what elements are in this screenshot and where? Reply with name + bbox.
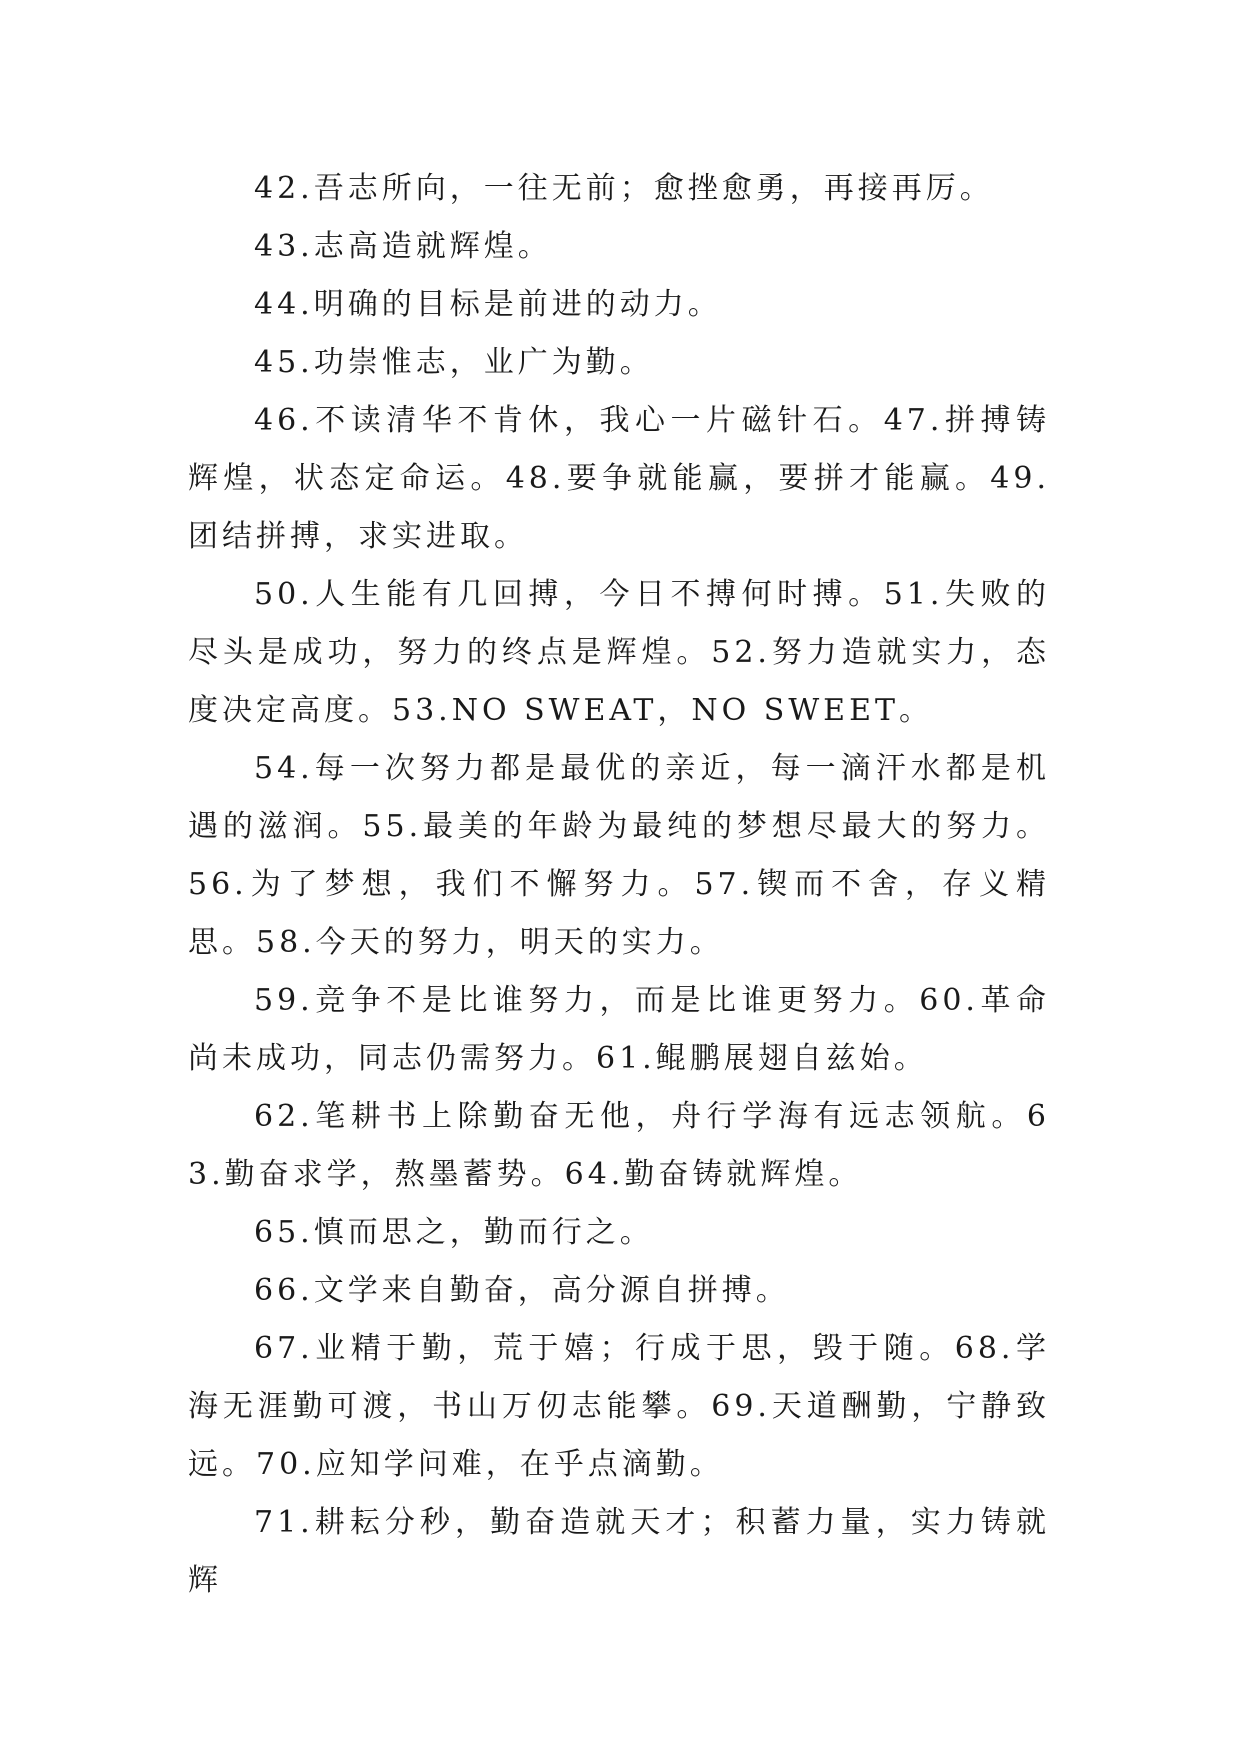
paragraph-42: 42.吾志所向，一往无前；愈挫愈勇，再接再厉。 — [254, 171, 994, 206]
paragraph-59-61: 59.竞争不是比谁努力，而是比谁更努力。60.革命尚未成功，同志仍需努力。61.鲲鹏展翅自兹始。 — [188, 983, 1050, 1076]
paragraph-67-70: 67.业精于勤，荒于嬉；行成于思，毁于随。68.学海无涯勤可渡，书山万仞志能攀。69.天道酬勤，宁静致远。70.应知学问难，在乎点滴勤。 — [188, 1331, 1050, 1482]
paragraph-54-58: 54.每一次努力都是最优的亲近，每一滴汗水都是机遇的滋润。55.最美的年龄为最纯的梦想尽最大的努力。56.为了梦想，我们不懈努力。57.锲而不舍，存义精思。58.今天的努力，明天的实力。 — [188, 751, 1050, 960]
paragraph-66: 66.文学来自勤奋，高分源自拼搏。 — [254, 1273, 790, 1308]
paragraph-65: 65.慎而思之，勤而行之。 — [254, 1215, 654, 1250]
paragraph-44: 44.明确的目标是前进的动力。 — [254, 287, 722, 322]
paragraph-71: 71.耕耘分秒，勤奋造就天才；积蓄力量，实力铸就辉 — [188, 1505, 1050, 1598]
paragraph-43: 43.志高造就辉煌。 — [254, 229, 552, 264]
paragraph-50-53: 50.人生能有几回搏，今日不搏何时搏。51.失败的尽头是成功，努力的终点是辉煌。52.努力造就实力，态度决定高度。53.NO SWEAT，NO SWEET。 — [188, 577, 1050, 728]
paragraph-62-64: 62.笔耕书上除勤奋无他，舟行学海有远志领航。63.勤奋求学，熬墨蓄势。64.勤奋铸就辉煌。 — [188, 1099, 1050, 1192]
document-body — [188, 160, 1050, 1610]
paragraph-45: 45.功崇惟志，业广为勤。 — [254, 345, 654, 380]
paragraph-46-49: 46.不读清华不肯休，我心一片磁针石。47.拼搏铸辉煌，状态定命运。48.要争就能赢，要拼才能赢。49.团结拼搏，求实进取。 — [188, 403, 1050, 554]
